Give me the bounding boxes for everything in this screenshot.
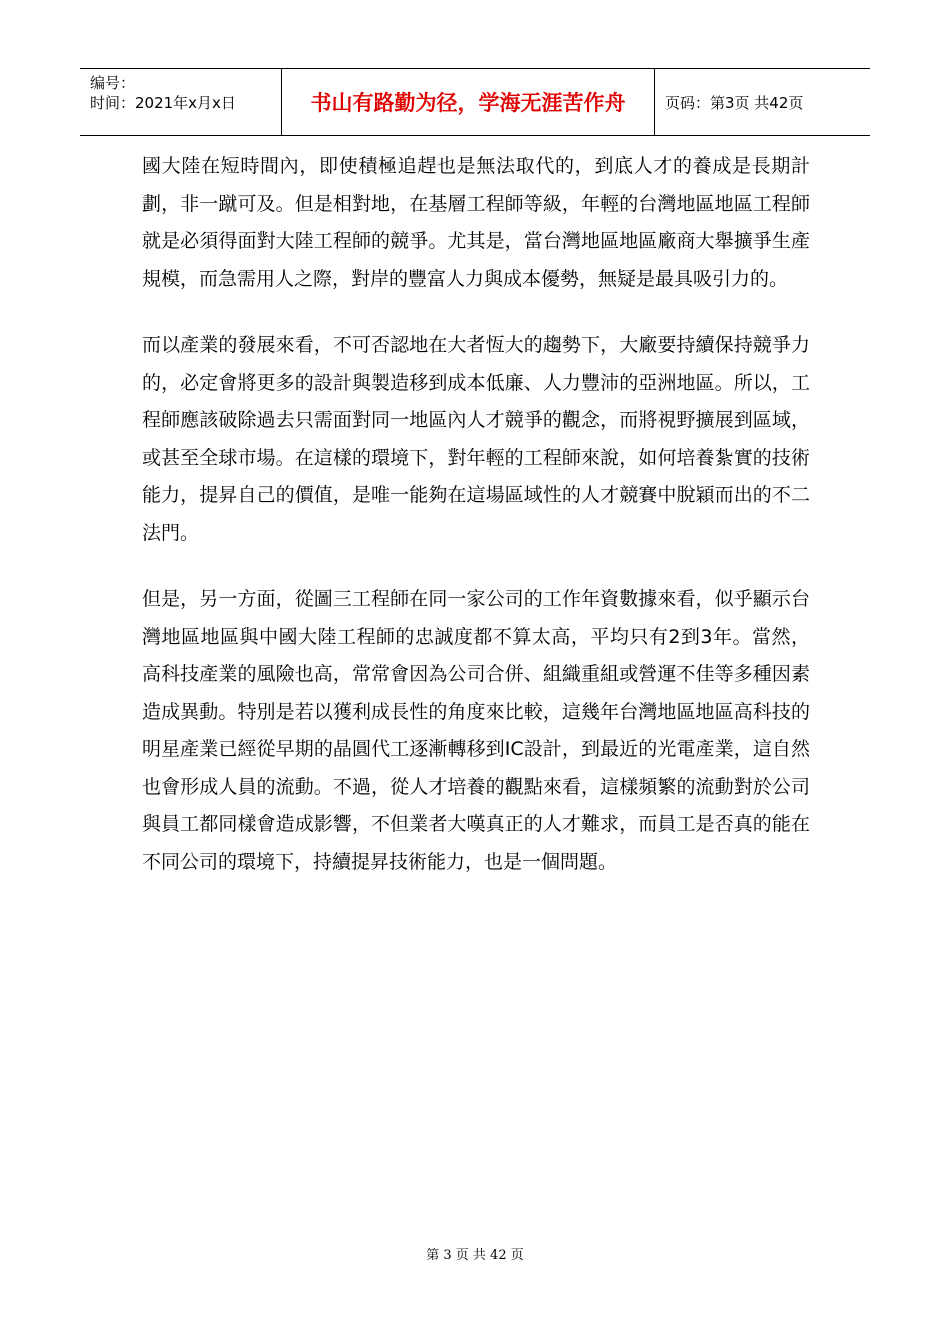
body-paragraph-2: 而以產業的發展來看，不可否認地在大者恆大的趨勢下，大廠要持續保持競爭力的，必定會將更多的設計與製造移到成本低廉、人力豐沛的亞洲地區。所以，工程師應該破除過去只需面對同一地區內人才競爭的觀念，而將視野擴展到區域，或甚至全球市場。在這樣的環境下，對年輕的工程師來說，如何培養紮實的技術能力，提昇自己的價值，是唯一能夠在這場區域性的人才競賽中脫穎而出的不二法門。 xyxy=(142,334,810,544)
body-paragraph-3: 但是，另一方面，從圖三工程師在同一家公司的工作年資數據來看，似乎顯示台灣地區地區與中國大陸工程師的忠誠度都不算太高，平均只有2到3年。當然，高科技產業的風險也高，常常會因為公司合併、組織重組或營運不佳等多種因素造成異動。特別是若以獲利成長性的角度來比較，這幾年台灣地區地區高科技的明星產業已經從早期的晶圓代工逐漸轉移到IC設計，到最近的光電產業，這自然也會形成人員的流動。不過，從人才培養的觀點來看，這樣頻繁的流動對於公司與員工都同樣會造成影響，不但業者大嘆真正的人才難求，而員工是否真的能在不同公司的環境下，持續提昇技術能力，也是一個問題。 xyxy=(142,588,810,873)
document-number-label: 编号： xyxy=(90,74,136,92)
document-header xyxy=(80,68,870,136)
page-footer: 第 3 页 共 42 页 xyxy=(426,1248,524,1263)
body-paragraph-1: 國大陸在短時間內，即使積極追趕也是無法取代的，到底人才的養成是長期計劃，非一蹴可及。但是相對地，在基層工程師等級，年輕的台灣地區地區工程師就是必須得面對大陸工程師的競爭。尤其是，當台灣地區地區廠商大舉擴爭生產規模，而急需用人之際，對岸的豐富人力與成本優勢，無疑是最具吸引力的。 xyxy=(142,155,810,290)
header-page-info: 页码：第3页 共42页 xyxy=(665,93,804,112)
header-meta xyxy=(80,69,282,135)
header-motto: 书山有路勤为径，学海无涯苦作舟 xyxy=(282,69,655,135)
document-date-label: 时间：2021年x月x日 xyxy=(90,94,236,112)
document-body xyxy=(142,148,810,910)
